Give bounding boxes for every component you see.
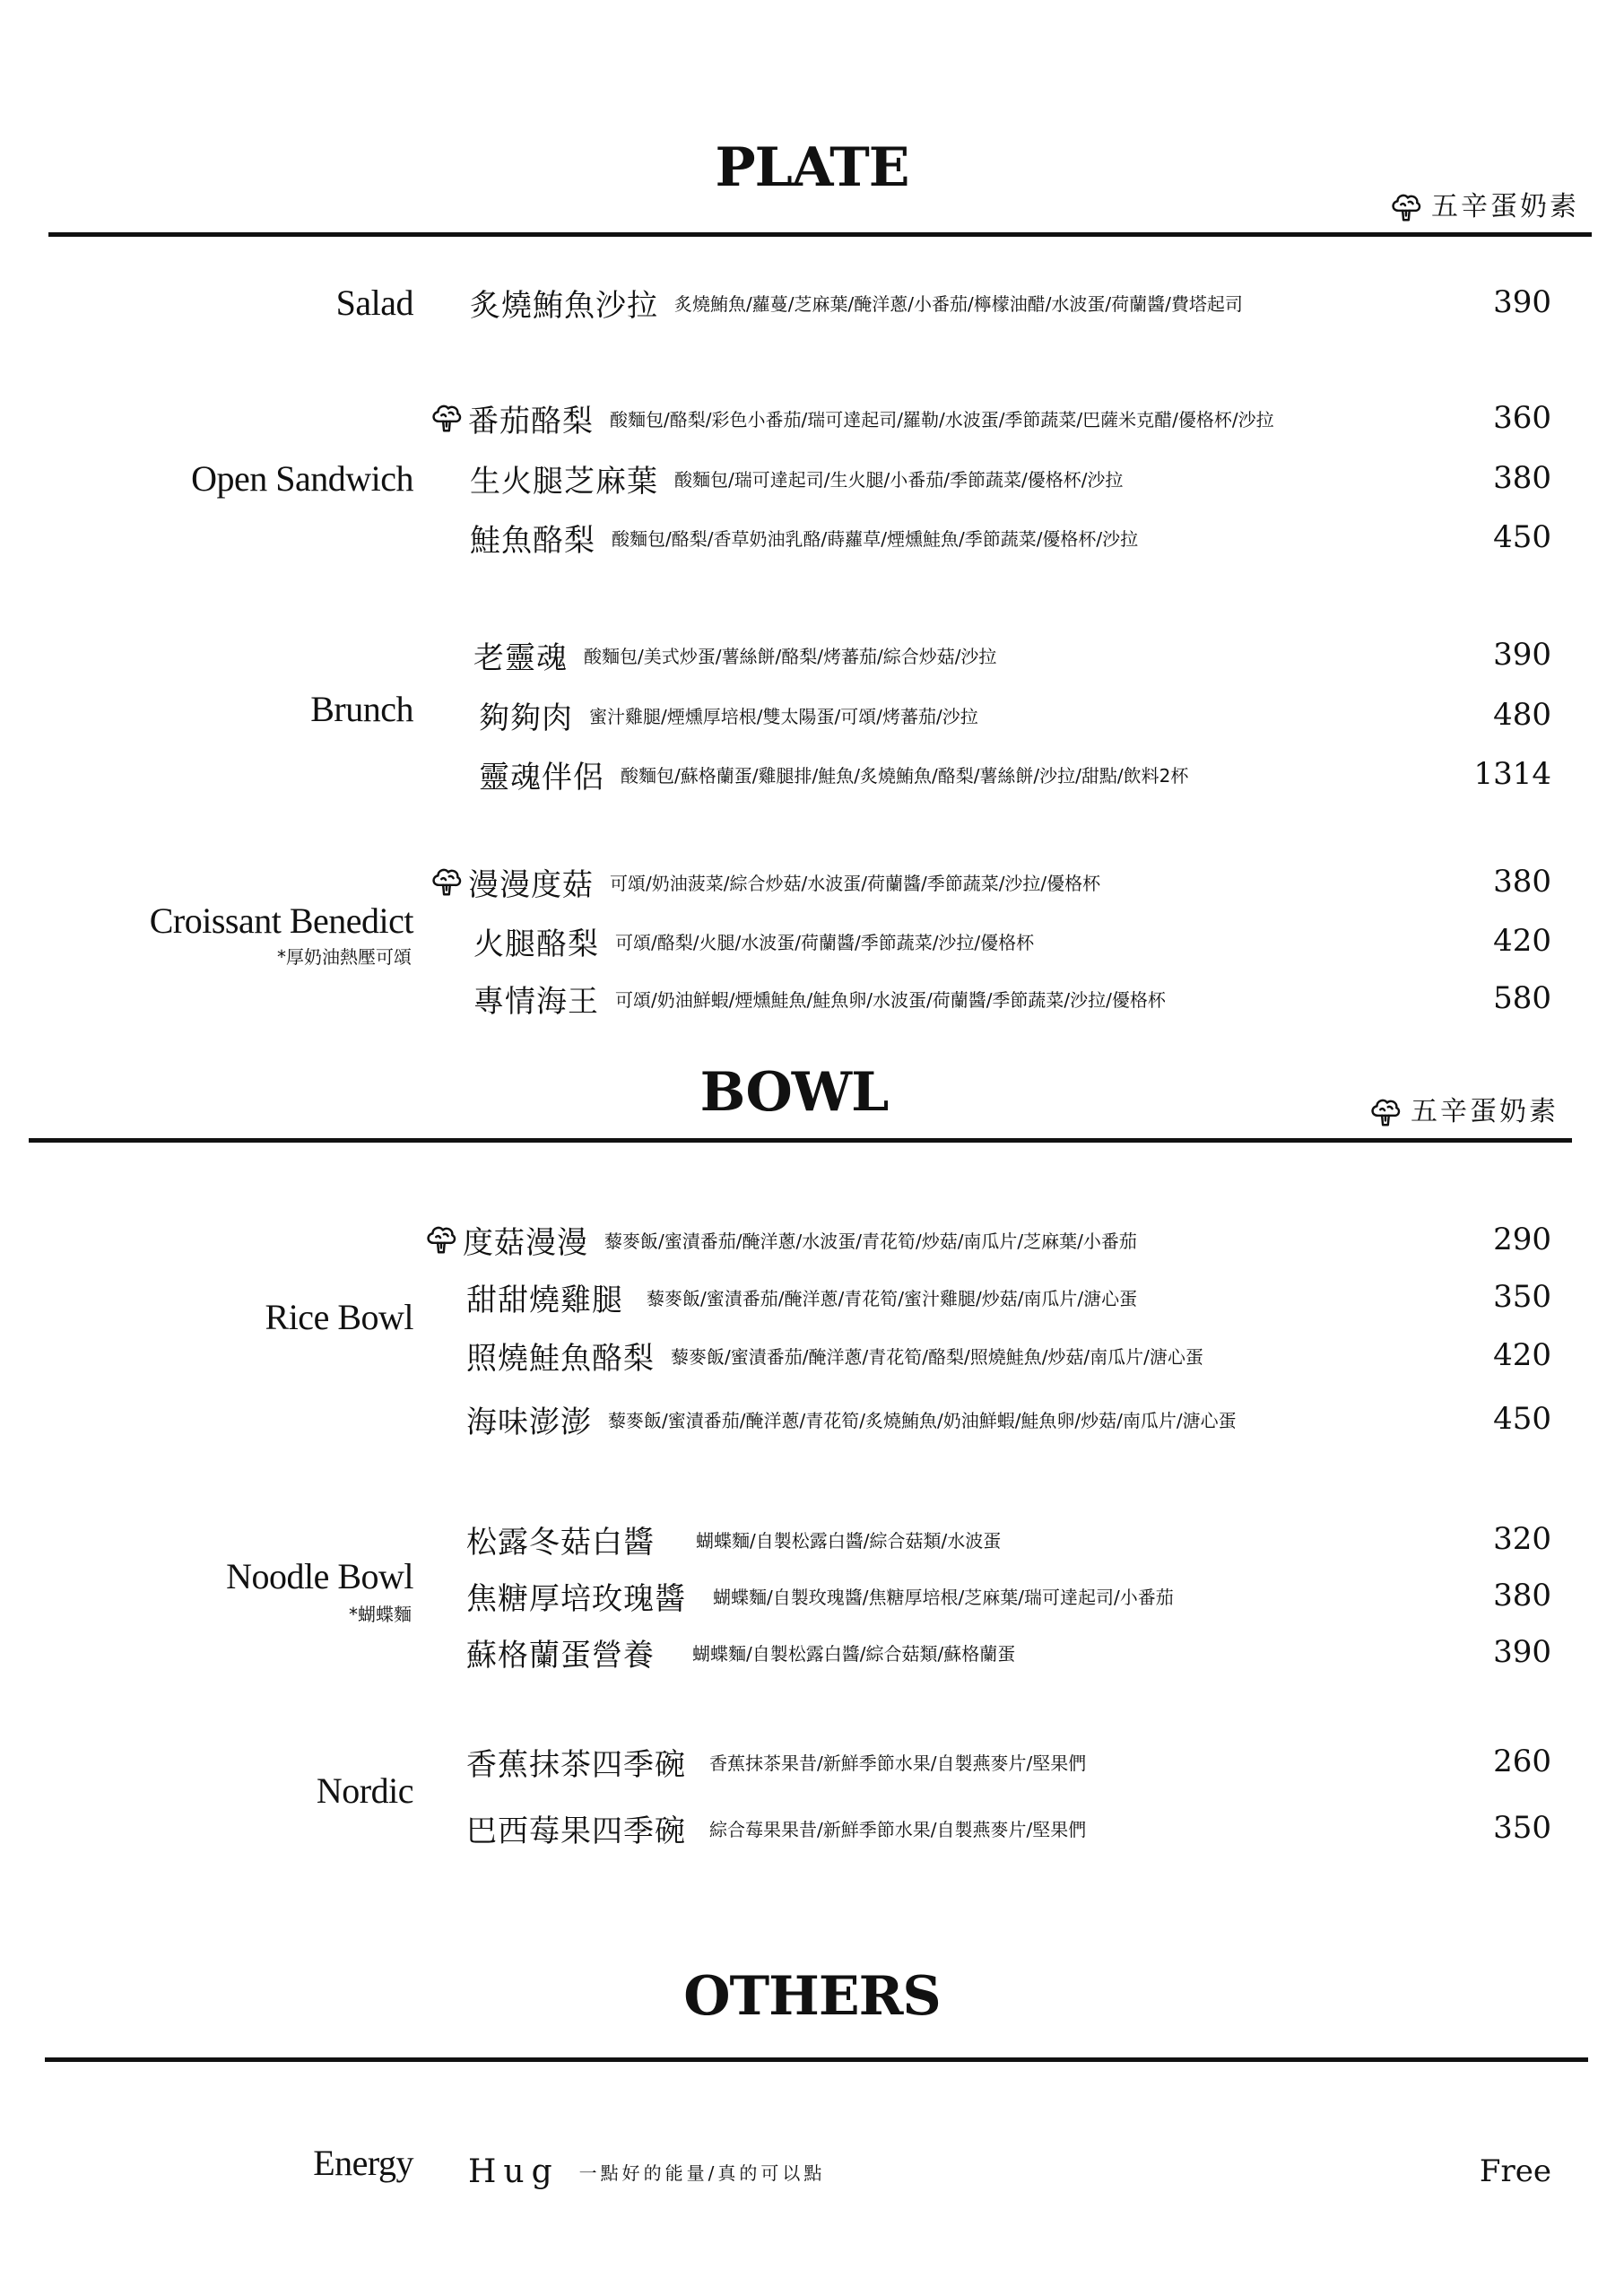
item-name: 番茄酪梨 <box>468 403 594 439</box>
broccoli-icon <box>423 1222 457 1257</box>
item-description: 蝴蝶麵/自製松露白醬/綜合菇類/水波蛋 <box>696 1529 1002 1552</box>
vegetarian-legend <box>1388 190 1579 224</box>
item-name: 夠夠肉 <box>479 700 573 736</box>
menu-item <box>466 1330 1203 1380</box>
category-croissant-benedict: Croissant Benedict <box>149 900 413 941</box>
item-name: 火腿酪梨 <box>473 926 599 962</box>
item-description: 可頌/酪梨/火腿/水波蛋/荷蘭醬/季節蔬菜/沙拉/優格杯 <box>615 931 1035 953</box>
item-price: 380 <box>1493 1578 1551 1613</box>
menu-item <box>468 2146 825 2196</box>
item-name: 炙燒鮪魚沙拉 <box>470 287 658 324</box>
vegetarian-label: 五辛蛋奶素 <box>1431 191 1579 222</box>
item-price: 290 <box>1493 1222 1551 1257</box>
category-noodle-bowl: Noodle Bowl <box>226 1556 413 1596</box>
broccoli-icon <box>1368 1095 1402 1129</box>
broccoli-icon <box>429 401 463 435</box>
item-price: 1314 <box>1473 756 1551 792</box>
item-price: Free <box>1479 2153 1551 2189</box>
item-price: 320 <box>1493 1521 1551 1557</box>
divider <box>29 1138 1572 1143</box>
menu-item <box>466 1736 1086 1787</box>
item-name: 鮭魚酪梨 <box>470 522 595 559</box>
section-title-plate: PLATE <box>715 136 909 199</box>
item-price: 350 <box>1493 1279 1551 1315</box>
item-price: 390 <box>1493 284 1551 320</box>
menu-item <box>466 1803 1086 1853</box>
item-description: 酸麵包/酪梨/香草奶油乳酪/蒔蘿草/煙燻鮭魚/季節蔬菜/優格杯/沙拉 <box>612 527 1139 550</box>
item-description: 藜麥飯/蜜漬番茄/醃洋蔥/青花筍/炙燒鮪魚/奶油鮮蝦/鮭魚卵/炒菇/南瓜片/溏心蛋 <box>608 1409 1237 1431</box>
item-description: 一點好的能量/真的可以點 <box>578 2161 826 2184</box>
broccoli-icon <box>1388 190 1422 224</box>
item-price: 350 <box>1493 1810 1551 1846</box>
item-price: 380 <box>1493 460 1551 496</box>
item-description: 酸麵包/酪梨/彩色小番茄/瑞可達起司/羅勒/水波蛋/季節蔬菜/巴薩米克醋/優格杯/沙拉 <box>610 408 1274 430</box>
item-description: 酸麵包/美式炒蛋/薯絲餅/酪梨/烤蕃茄/綜合炒菇/沙拉 <box>584 645 997 667</box>
item-price: 450 <box>1493 519 1551 555</box>
divider <box>48 232 1592 237</box>
item-price: 260 <box>1493 1744 1551 1779</box>
menu-item <box>466 1514 1001 1564</box>
category-energy: Energy <box>313 2143 413 2183</box>
item-price: 390 <box>1493 1634 1551 1670</box>
item-price: 420 <box>1493 1337 1551 1373</box>
menu-item <box>473 916 1034 966</box>
item-description: 香蕉抹茶果昔/新鮮季節水果/自製燕麥片/堅果們 <box>709 1752 1087 1774</box>
item-price: 580 <box>1493 980 1551 1016</box>
item-name: 巴西莓果四季碗 <box>466 1813 686 1849</box>
category-open-sandwich: Open Sandwich <box>191 458 413 499</box>
item-description: 藜麥飯/蜜漬番茄/醃洋蔥/青花筍/酪梨/照燒鮭魚/炒菇/南瓜片/溏心蛋 <box>671 1345 1203 1368</box>
category-rice-bowl: Rice Bowl <box>265 1297 413 1337</box>
item-name: 蘇格蘭蛋營養 <box>466 1637 655 1674</box>
menu-item <box>429 857 1100 907</box>
menu-item <box>470 512 1138 562</box>
menu-item <box>479 749 1188 799</box>
menu-item <box>466 1570 1174 1621</box>
item-description: 可頌/奶油菠菜/綜合炒菇/水波蛋/荷蘭醬/季節蔬菜/沙拉/優格杯 <box>610 872 1101 894</box>
category-note: *蝴蝶麵 <box>349 1604 412 1625</box>
broccoli-icon <box>429 865 463 899</box>
vegetarian-label: 五辛蛋奶素 <box>1411 1096 1559 1127</box>
item-price: 360 <box>1493 400 1551 436</box>
item-name: 照燒鮭魚酪梨 <box>466 1340 655 1377</box>
menu-item <box>473 630 996 680</box>
menu-item <box>466 1394 1237 1444</box>
item-name: 焦糖厚培玫瑰醬 <box>466 1580 686 1617</box>
menu-item <box>473 973 1166 1023</box>
item-description: 蝴蝶麵/自製松露白醬/綜合菇類/蘇格蘭蛋 <box>692 1642 1016 1665</box>
item-description: 蝴蝶麵/自製玫瑰醬/焦糖厚培根/芝麻葉/瑞可達起司/小番茄 <box>713 1586 1174 1608</box>
category-note: *厚奶油熱壓可頌 <box>277 946 412 968</box>
item-name: 漫漫度菇 <box>468 866 594 903</box>
item-name: Hug <box>468 2152 560 2190</box>
item-name: 生火腿芝麻葉 <box>470 463 658 500</box>
menu-item <box>470 277 1243 327</box>
divider <box>45 2057 1588 2062</box>
vegetarian-legend <box>1368 1095 1559 1129</box>
item-price: 390 <box>1493 637 1551 673</box>
item-name: 香蕉抹茶四季碗 <box>466 1746 686 1783</box>
item-description: 酸麵包/瑞可達起司/生火腿/小番茄/季節蔬菜/優格杯/沙拉 <box>674 468 1124 491</box>
category-brunch: Brunch <box>310 689 413 729</box>
item-name: 度菇漫漫 <box>463 1224 588 1261</box>
menu-item <box>466 1272 1137 1322</box>
menu-item <box>429 393 1274 443</box>
section-title-others: OTHERS <box>683 1965 941 2028</box>
section-title-bowl: BOWL <box>699 1061 889 1124</box>
item-name: 海味澎澎 <box>466 1404 592 1440</box>
menu-item <box>466 1627 1015 1677</box>
item-description: 蜜汁雞腿/煙燻厚培根/雙太陽蛋/可頌/烤蕃茄/沙拉 <box>589 705 978 727</box>
item-name: 專情海王 <box>473 983 599 1020</box>
item-name: 松露冬菇白醬 <box>466 1524 655 1561</box>
item-name: 老靈魂 <box>473 639 568 676</box>
item-description: 藜麥飯/蜜漬番茄/醃洋蔥/水波蛋/青花筍/炒菇/南瓜片/芝麻葉/小番茄 <box>604 1230 1137 1252</box>
item-price: 420 <box>1493 923 1551 959</box>
item-name: 靈魂伴侶 <box>479 759 604 796</box>
item-description: 可頌/奶油鮮蝦/煙燻鮭魚/鮭魚卵/水波蛋/荷蘭醬/季節蔬菜/沙拉/優格杯 <box>615 988 1166 1011</box>
category-salad: Salad <box>335 283 413 323</box>
menu-item <box>470 453 1123 503</box>
item-description: 炙燒鮪魚/蘿蔓/芝麻葉/醃洋蔥/小番茄/檸檬油醋/水波蛋/荷蘭醬/費塔起司 <box>674 292 1243 315</box>
item-description: 綜合莓果果昔/新鮮季節水果/自製燕麥片/堅果們 <box>709 1818 1087 1840</box>
item-description: 藜麥飯/蜜漬番茄/醃洋蔥/青花筍/蜜汁雞腿/炒菇/南瓜片/溏心蛋 <box>647 1287 1138 1309</box>
item-price: 450 <box>1493 1401 1551 1437</box>
item-price: 480 <box>1493 697 1551 733</box>
item-price: 380 <box>1493 864 1551 900</box>
item-description: 酸麵包/蘇格蘭蛋/雞腿排/鮭魚/炙燒鮪魚/酪梨/薯絲餅/沙拉/甜點/飲料2杯 <box>621 764 1189 787</box>
item-name: 甜甜燒雞腿 <box>466 1282 623 1318</box>
menu-item <box>479 690 978 740</box>
menu-item <box>423 1214 1137 1265</box>
category-nordic: Nordic <box>316 1770 413 1811</box>
